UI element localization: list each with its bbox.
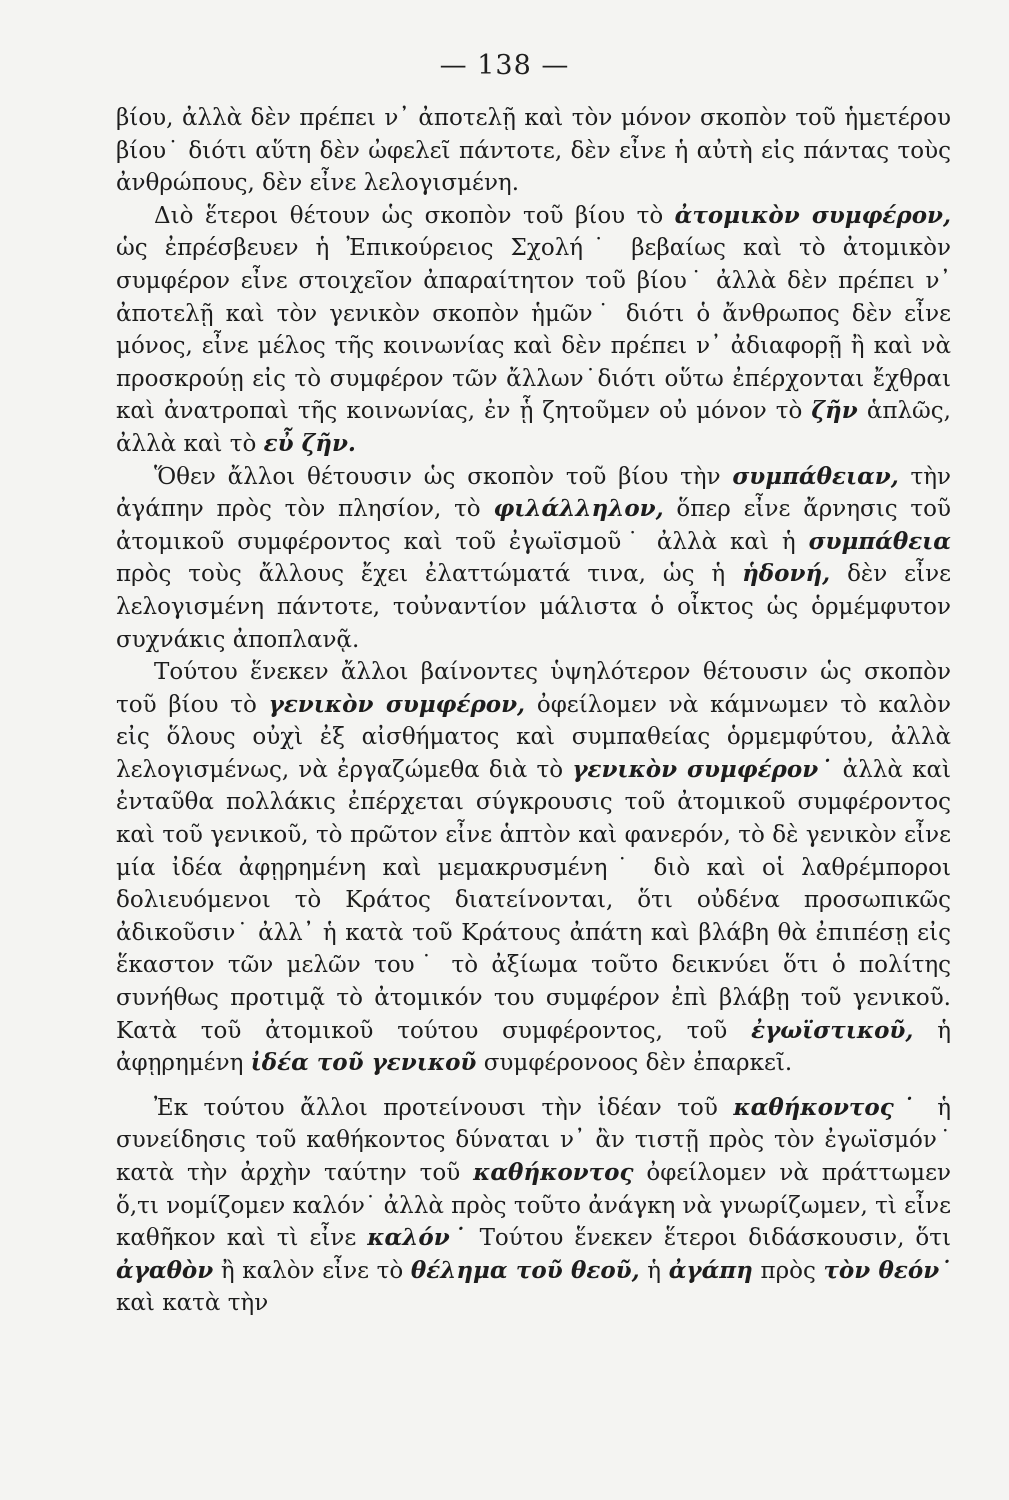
- text-run: ἢ καλὸν εἶνε τὸ: [213, 1257, 411, 1284]
- emphasized-term: ζῆν: [811, 397, 858, 425]
- text-run: ὀφείλομεν νὰ πράττωμεν ὅ,τι νομίζομεν καλόν˙ ἀλλὰ πρὸς τοῦτο ἀνάγκη νὰ γνωρίζωμεν, τὶ εἶνε καθῆκον καὶ τὶ εἶνε: [116, 1160, 951, 1252]
- emphasized-term: ἀγαθὸν: [116, 1256, 214, 1284]
- text-run: ὡς ἐπρέσβευεν ἡ Ἐπικούρειος Σχολή˙ βεβαίως καὶ τὸ ἀτομικὸν συμφέρον εἶνε στοιχεῖον ἀπαραίτητον τοῦ βίου˙ ἀλλὰ δὲν πρέπει ν᾽ ἀποτελῇ καὶ τὸν γενικὸν σκοπὸν ἡμῶν˙ διότι ὁ ἄνθρωπος δὲν εἶνε μόνος, εἶνε μέλος τῆς κοινωνίας καὶ δὲν πρέπει ν᾽ ἀδιαφορῇ ἢ καὶ νὰ προσκρούῃ εἰς τὸ συμφέρον τῶν ἄλλων˙διότι οὕτω ἐπέρχονται ἔχθραι καὶ ἀνατροπαὶ τῆς κοινωνίας, ἐν ᾗ ζητοῦμεν οὐ μόνον τὸ: [116, 235, 951, 425]
- text-run: Διὸ ἕτεροι θέτουν ὡς σκοπὸν τοῦ βίου τὸ: [154, 202, 675, 229]
- emphasized-term: ἐγωϊστικοῦ,: [751, 1016, 914, 1044]
- emphasized-term: γενικὸν συμφέρον˙: [572, 755, 834, 783]
- text-run: καὶ κατὰ τὴν: [116, 1290, 269, 1317]
- text-run: Τούτου ἕνεκεν ἄλλοι βαίνοντες ὑψηλότερον θέτουσιν ὡς σκοπὸν τοῦ βίου τὸ: [116, 659, 951, 718]
- paragraph: [116, 461, 951, 657]
- emphasized-term: φιλάλληλον,: [493, 495, 664, 523]
- paragraph: [116, 656, 951, 1080]
- emphasized-term: γενικὸν συμφέρον,: [268, 690, 526, 718]
- text-run: βίου, ἀλλὰ δὲν πρέπει ν᾽ ἀποτελῇ καὶ τὸν μόνον σκοπὸν τοῦ ἡμετέρου βίου˙ διότι αὕτη δὲν ὠφελεῖ πάντοτε, δὲν εἶνε ἡ αὐτὴ εἰς πάντας τοὺς ἀνθρώπους, δὲν εἶνε λελογισμένη.: [116, 105, 951, 197]
- text-run: Τούτου ἕνεκεν ἕτεροι διδάσκουσιν, ὅτι: [468, 1225, 951, 1252]
- emphasized-term: τὸν θεόν˙: [823, 1256, 951, 1284]
- emphasized-term: εὖ ζῆν.: [263, 429, 356, 457]
- text-run: ὀφείλομεν νὰ κάμνωμεν τὸ καλὸν εἰς ὅλους οὐχὶ ἐξ αἰσθήματος καὶ συμπαθείας ὁρμεμφύτου, ἀλλὰ λελογισμένως, νὰ ἐργαζώμεθα διὰ τὸ: [116, 691, 951, 783]
- emphasized-term: συμπάθειαν,: [732, 462, 899, 490]
- emphasized-term: ἰδέα τοῦ γενικοῦ: [250, 1049, 477, 1077]
- text-run: ἡ: [639, 1257, 669, 1284]
- paragraph: [116, 1092, 951, 1320]
- text-run: ἁπλῶς, ἀλλὰ καὶ τὸ: [116, 398, 951, 457]
- text-run: ὅπερ εἶνε ἄρνησις τοῦ ἀτομικοῦ συμφέροντος καὶ τοῦ ἐγωϊσμοῦ˙ ἀλλὰ καὶ ἡ: [116, 496, 951, 555]
- text-run: Ἐκ τούτου ἄλλοι προτείνουσι τὴν ἰδέαν τοῦ: [154, 1094, 734, 1121]
- text-run: ἀλλὰ καὶ ἐνταῦθα πολλάκις ἐπέρχεται σύγκρουσις τοῦ ἀτομικοῦ συμφέροντος καὶ τοῦ γενικοῦ, τὸ πρῶτον εἶνε ἁπτὸν καὶ φανερόν, τὸ δὲ γενικὸν εἶνε μία ἰδέα ἀφῃρημένη καὶ μεμακρυσμένη˙ διὸ καὶ οἱ λαθρέμποροι δολιευόμενοι τὸ Κράτος διατείνονται, ὅτι οὐδένα προσωπικῶς ἀδικοῦσιν˙ ἀλλ᾽ ἡ κατὰ τοῦ Κράτους ἀπάτη καὶ βλάβη θὰ ἐπιπέσῃ εἰς ἕκαστον τῶν μελῶν του˙ τὸ ἀξίωμα τοῦτο δεικνύει ὅτι ὁ πολίτης συνήθως προτιμᾷ τὸ ἀτομικόν του συμφέρον ἐπὶ βλάβῃ τοῦ γενικοῦ. Κατὰ τοῦ ἀτομικοῦ τούτου συμφέροντος, τοῦ: [116, 756, 952, 1044]
- page-body: [116, 102, 951, 1320]
- page-number: — 138 —: [439, 50, 570, 81]
- text-run: ἡ ἀφῃρημένη: [116, 1017, 951, 1077]
- emphasized-term: καλόν˙: [367, 1224, 469, 1252]
- emphasized-term: καθήκοντος˙: [733, 1093, 922, 1121]
- emphasized-term: ἡδονή,: [742, 560, 831, 588]
- text-run: πρὸς: [752, 1257, 824, 1284]
- text-run: τὴν ἀγάπην πρὸς τὸν πλησίον, τὸ: [116, 463, 952, 523]
- emphasized-term: ἀγάπη: [668, 1256, 753, 1284]
- emphasized-term: συμπάθεια: [808, 527, 951, 555]
- emphasized-term: ἀτομικὸν συμφέρον,: [674, 201, 952, 229]
- text-run: συμφέρονοος δὲν ἐπαρκεῖ.: [476, 1050, 793, 1077]
- text-run: πρὸς τοὺς ἄλλους ἔχει ἐλαττώματά τινα, ὡς ἡ: [116, 561, 743, 588]
- text-run: Ὅθεν ἄλλοι θέτουσιν ὡς σκοπὸν τοῦ βίου τὴν: [154, 463, 733, 490]
- emphasized-term: θέλημα τοῦ θεοῦ,: [410, 1256, 640, 1284]
- emphasized-term: καθήκοντος: [473, 1159, 634, 1186]
- text-run: ἡ συνείδησις τοῦ καθήκοντος δύναται ν᾽ ἂν τιστῇ πρὸς τὸν ἐγωϊσμόν˙ κατὰ τὴν ἀρχὴν ταύτην τοῦ: [116, 1094, 951, 1186]
- text-run: δὲν εἶνε λελογισμένη πάντοτε, τοὐναντίον μάλιστα ὁ οἶκτος ὡς ὁρμέμφυτον συχνάκις ἀποπλανᾷ.: [116, 561, 951, 653]
- paragraph: [116, 200, 951, 461]
- paragraph: [116, 102, 951, 200]
